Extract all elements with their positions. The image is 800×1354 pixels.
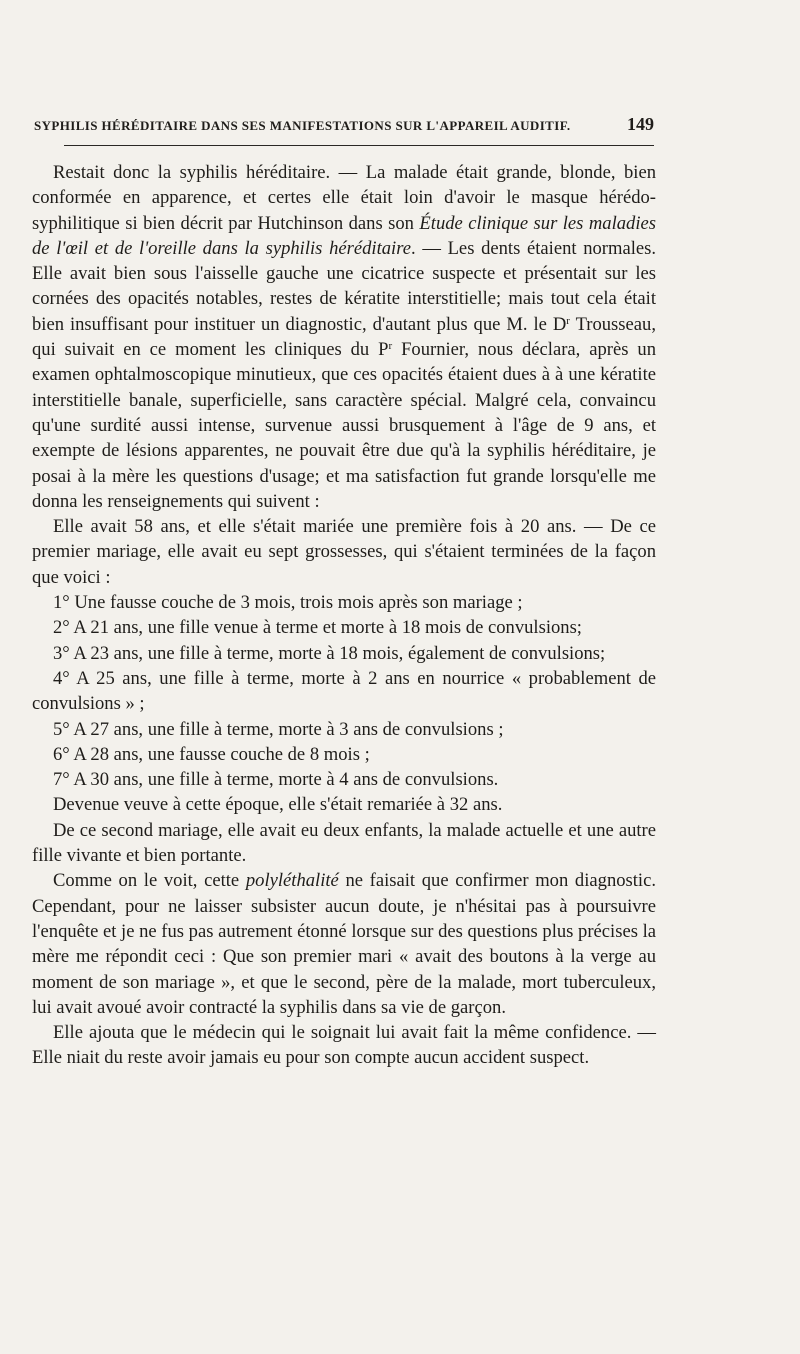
list-item-1: 1° Une fausse couche de 3 mois, trois mois après son mariage ;	[53, 592, 523, 614]
running-header	[34, 114, 654, 135]
page-number: 149	[627, 114, 654, 134]
list-item-4: 4° A 25 ans, une fille à terme, morte à 2 ans en nourrice « probablement de convulsions » ;	[32, 667, 656, 715]
italic-term: polyléthalité	[245, 870, 339, 892]
paragraph-2: Elle avait 58 ans, et elle s'était mariée une première fois à 20 ans. — De ce premier mariage, elle avait eu sept grossesses, qui s'étaient terminées de la façon que voici :	[32, 516, 656, 588]
list-item-2: 2° A 21 ans, une fille venue à terme et morte à 18 mois de convulsions;	[53, 617, 582, 639]
list-item-3: 3° A 23 ans, une fille à terme, morte à 18 mois, également de convulsions;	[53, 642, 606, 664]
running-title: SYPHILIS HÉRÉDITAIRE DANS SES MANIFESTATIONS SUR L'APPAREIL AUDITIF.	[34, 118, 571, 133]
cited-work-title: Étude clinique sur les maladies de l'œil et de l'oreille dans la syphilis héréditaire	[32, 212, 656, 259]
paragraph-1: Restait donc la syphilis héréditaire. — La malade était grande, blonde, bien conformée en apparence, et certes elle était loin d'avoir le masque hérédo-syphilitique si bien décrit par Hutchinson dans son Étude clinique sur les maladies de l'œil et de l'oreille dans la syphilis héréditaire. — Les dents étaient normales. Elle avait bien sous l'aisselle gauche une cicatrice suspecte et présentait sur les cornées des opacités notables, restes de kératite interstitielle; mais tout cela était bien insuffisant pour instituer un diagnostic, d'autant plus que M. le $D^r$ Trousseau, qui suivait en ce moment les cliniques du $P^r$ Fournier, nous déclara, après un examen ophtalmoscopique minutieux, que ces opacités étaient dues à à une kératite interstitielle banale, superficielle, sans caractère spécial. Malgré cela, convaincu qu'une surdité aussi intense, survenue aussi brusquement à l'âge de 9 ans, et exempte de lésions apparentes, ne pouvait être due qu'à la syphilis héréditaire, je posai à la mère les questions d'usage; et ma satisfaction fut grande lorsqu'elle me donna les renseignements qui suivent :	[32, 162, 657, 512]
paragraph-4: De ce second mariage, elle avait eu deux enfants, la malade actuelle et une autre fille vivante et bien portante.	[32, 819, 656, 867]
list-item-5: 5° A 27 ans, une fille à terme, morte à 3 ans de convulsions ;	[53, 718, 504, 740]
paragraph-3: Devenue veuve à cette époque, elle s'était remariée à 32 ans.	[53, 794, 503, 816]
list-item-7: 7° A 30 ans, une fille à terme, morte à 4 ans de convulsions.	[53, 769, 499, 791]
list-item-6: 6° A 28 ans, une fausse couche de 8 mois ;	[53, 743, 370, 765]
header-rule	[64, 145, 654, 146]
body-text	[32, 160, 656, 1071]
paragraph-5: Comme on le voit, cette polyléthalité ne faisait que confirmer mon diagnostic. Cependant, pour ne laisser subsister aucun doute, je n'hésitai pas à poursuivre l'enquête et je ne fus pas autrement étonné lorsque sur des questions plus précises la mère me répondit ceci : Que son premier mari « avait des boutons à la verge au moment de son mariage », et que le second, père de la malade, mort tuberculeux, lui avait avoué avoir contracté la syphilis dans sa vie de garçon.	[32, 870, 657, 1018]
paragraph-6: Elle ajouta que le médecin qui le soignait lui avait fait la même confidence. — Elle niait du reste avoir jamais eu pour son compte aucun accident suspect.	[32, 1022, 656, 1069]
